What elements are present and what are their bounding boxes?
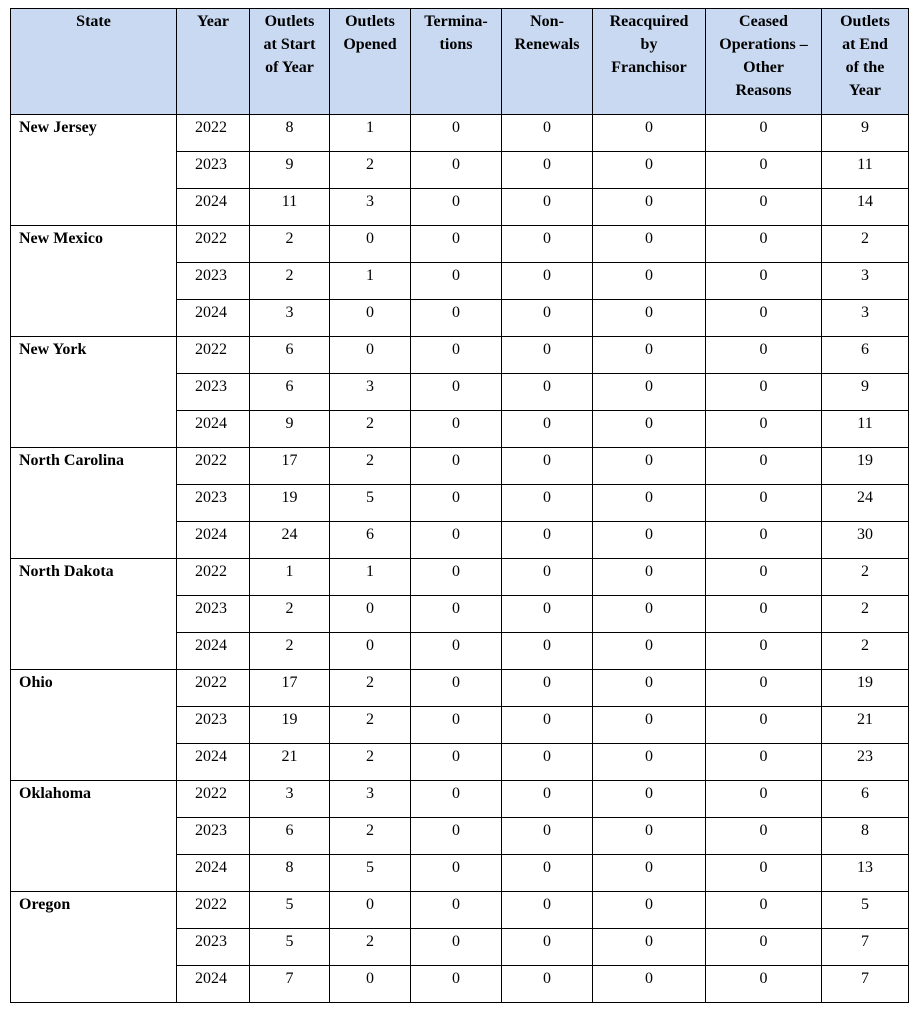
terminations-cell: 0 bbox=[411, 152, 502, 189]
reacquired-cell: 0 bbox=[593, 559, 706, 596]
outlets-end-cell: 14 bbox=[822, 189, 909, 226]
table-row bbox=[11, 337, 909, 374]
ceased-operations-cell: 0 bbox=[706, 966, 822, 1003]
reacquired-cell: 0 bbox=[593, 670, 706, 707]
reacquired-cell: 0 bbox=[593, 707, 706, 744]
outlets-end-cell: 6 bbox=[822, 337, 909, 374]
ceased-operations-cell: 0 bbox=[706, 744, 822, 781]
year-cell: 2023 bbox=[177, 929, 250, 966]
outlets-opened-cell: 1 bbox=[330, 559, 411, 596]
non-renewals-cell: 0 bbox=[502, 966, 593, 1003]
terminations-cell: 0 bbox=[411, 892, 502, 929]
terminations-cell: 0 bbox=[411, 337, 502, 374]
outlets-end-column-header bbox=[822, 9, 909, 115]
outlets-opened-cell: 2 bbox=[330, 411, 411, 448]
non-renewals-cell: 0 bbox=[502, 596, 593, 633]
outlets-start-cell: 24 bbox=[250, 522, 330, 559]
ceased-operations-cell: 0 bbox=[706, 781, 822, 818]
year-cell: 2024 bbox=[177, 744, 250, 781]
outlets-start-cell: 6 bbox=[250, 818, 330, 855]
outlets-end-cell: 3 bbox=[822, 300, 909, 337]
ceased-operations-cell: 0 bbox=[706, 892, 822, 929]
reacquired-cell: 0 bbox=[593, 929, 706, 966]
ceased-operations-cell: 0 bbox=[706, 300, 822, 337]
reacquired-cell: 0 bbox=[593, 337, 706, 374]
table-row bbox=[11, 781, 909, 818]
table-row bbox=[11, 226, 909, 263]
outlets-start-cell: 5 bbox=[250, 892, 330, 929]
non-renewals-cell: 0 bbox=[502, 633, 593, 670]
year-cell: 2022 bbox=[177, 892, 250, 929]
year-cell: 2022 bbox=[177, 781, 250, 818]
outlets-end-cell: 23 bbox=[822, 744, 909, 781]
non-renewals-cell: 0 bbox=[502, 115, 593, 152]
header-line: State bbox=[76, 13, 111, 30]
outlets-end-cell: 2 bbox=[822, 596, 909, 633]
header-line: Outlets bbox=[840, 13, 890, 30]
year-cell: 2024 bbox=[177, 411, 250, 448]
reacquired-column-header bbox=[593, 9, 706, 115]
outlets-opened-cell: 0 bbox=[330, 300, 411, 337]
outlets-opened-cell: 2 bbox=[330, 744, 411, 781]
terminations-cell: 0 bbox=[411, 633, 502, 670]
header-line: at Start bbox=[263, 36, 316, 53]
year-cell: 2022 bbox=[177, 670, 250, 707]
outlets-opened-cell: 2 bbox=[330, 929, 411, 966]
outlets-opened-cell: 3 bbox=[330, 189, 411, 226]
reacquired-cell: 0 bbox=[593, 115, 706, 152]
header-line: Outlets bbox=[345, 13, 395, 30]
outlets-end-cell: 13 bbox=[822, 855, 909, 892]
non-renewals-cell: 0 bbox=[502, 670, 593, 707]
reacquired-cell: 0 bbox=[593, 300, 706, 337]
terminations-cell: 0 bbox=[411, 522, 502, 559]
non-renewals-cell: 0 bbox=[502, 707, 593, 744]
outlets-start-cell: 1 bbox=[250, 559, 330, 596]
header-line: Outlets bbox=[264, 13, 315, 30]
terminations-cell: 0 bbox=[411, 744, 502, 781]
terminations-cell: 0 bbox=[411, 411, 502, 448]
state-name-cell: New Mexico bbox=[11, 226, 177, 337]
ceased-operations-cell: 0 bbox=[706, 670, 822, 707]
ceased-operations-cell: 0 bbox=[706, 448, 822, 485]
non-renewals-cell: 0 bbox=[502, 411, 593, 448]
state-name-cell: New Jersey bbox=[11, 115, 177, 226]
table-row bbox=[11, 115, 909, 152]
year-cell: 2023 bbox=[177, 596, 250, 633]
reacquired-cell: 0 bbox=[593, 226, 706, 263]
outlet-transfers-table bbox=[10, 8, 909, 1003]
ceased-operations-cell: 0 bbox=[706, 633, 822, 670]
non-renewals-cell: 0 bbox=[502, 485, 593, 522]
header-line: of Year bbox=[265, 59, 314, 76]
terminations-cell: 0 bbox=[411, 300, 502, 337]
ceased-operations-cell: 0 bbox=[706, 226, 822, 263]
header-line: by bbox=[640, 36, 658, 53]
outlets-opened-cell: 5 bbox=[330, 855, 411, 892]
year-cell: 2024 bbox=[177, 300, 250, 337]
terminations-cell: 0 bbox=[411, 374, 502, 411]
outlets-start-cell: 19 bbox=[250, 485, 330, 522]
state-name-cell: Oregon bbox=[11, 892, 177, 1003]
header-line: Other bbox=[743, 59, 784, 76]
terminations-cell: 0 bbox=[411, 485, 502, 522]
header-line: Reacquired bbox=[609, 13, 689, 30]
ceased-operations-cell: 0 bbox=[706, 596, 822, 633]
reacquired-cell: 0 bbox=[593, 892, 706, 929]
outlets-opened-cell: 2 bbox=[330, 448, 411, 485]
non-renewals-cell: 0 bbox=[502, 300, 593, 337]
outlets-opened-cell: 2 bbox=[330, 707, 411, 744]
non-renewals-cell: 0 bbox=[502, 818, 593, 855]
outlets-opened-cell: 2 bbox=[330, 152, 411, 189]
terminations-cell: 0 bbox=[411, 929, 502, 966]
year-cell: 2023 bbox=[177, 374, 250, 411]
outlets-opened-cell: 2 bbox=[330, 818, 411, 855]
ceased-operations-cell: 0 bbox=[706, 115, 822, 152]
outlets-end-cell: 6 bbox=[822, 781, 909, 818]
reacquired-cell: 0 bbox=[593, 522, 706, 559]
terminations-cell: 0 bbox=[411, 226, 502, 263]
outlets-opened-cell: 0 bbox=[330, 596, 411, 633]
reacquired-cell: 0 bbox=[593, 485, 706, 522]
non-renewals-cell: 0 bbox=[502, 855, 593, 892]
table-row bbox=[11, 559, 909, 596]
year-cell: 2023 bbox=[177, 707, 250, 744]
terminations-cell: 0 bbox=[411, 263, 502, 300]
outlets-end-cell: 2 bbox=[822, 559, 909, 596]
table-row bbox=[11, 448, 909, 485]
outlets-opened-cell: 2 bbox=[330, 670, 411, 707]
table-row bbox=[11, 670, 909, 707]
ceased-operations-cell: 0 bbox=[706, 374, 822, 411]
outlets-start-cell: 17 bbox=[250, 448, 330, 485]
reacquired-cell: 0 bbox=[593, 633, 706, 670]
table-body bbox=[11, 115, 909, 1003]
ceased-operations-cell: 0 bbox=[706, 522, 822, 559]
outlets-start-cell: 6 bbox=[250, 337, 330, 374]
header-line: Non- bbox=[530, 13, 564, 30]
year-cell: 2022 bbox=[177, 448, 250, 485]
header-line: Ceased bbox=[739, 13, 788, 30]
non-renewals-cell: 0 bbox=[502, 337, 593, 374]
year-cell: 2024 bbox=[177, 633, 250, 670]
non-renewals-cell: 0 bbox=[502, 781, 593, 818]
year-cell: 2023 bbox=[177, 485, 250, 522]
header-line: tions bbox=[439, 36, 473, 53]
ceased-operations-cell: 0 bbox=[706, 337, 822, 374]
terminations-column-header bbox=[411, 9, 502, 115]
outlets-start-cell: 17 bbox=[250, 670, 330, 707]
terminations-cell: 0 bbox=[411, 781, 502, 818]
outlets-end-cell: 19 bbox=[822, 448, 909, 485]
reacquired-cell: 0 bbox=[593, 781, 706, 818]
outlets-end-cell: 19 bbox=[822, 670, 909, 707]
ceased-operations-cell: 0 bbox=[706, 189, 822, 226]
outlets-opened-cell: 1 bbox=[330, 115, 411, 152]
reacquired-cell: 0 bbox=[593, 818, 706, 855]
terminations-cell: 0 bbox=[411, 707, 502, 744]
outlets-opened-column-header bbox=[330, 9, 411, 115]
reacquired-cell: 0 bbox=[593, 596, 706, 633]
header-line: Operations – bbox=[719, 36, 808, 53]
outlets-end-cell: 2 bbox=[822, 633, 909, 670]
outlets-end-cell: 3 bbox=[822, 263, 909, 300]
reacquired-cell: 0 bbox=[593, 744, 706, 781]
outlets-end-cell: 9 bbox=[822, 115, 909, 152]
terminations-cell: 0 bbox=[411, 818, 502, 855]
reacquired-cell: 0 bbox=[593, 448, 706, 485]
outlets-end-cell: 30 bbox=[822, 522, 909, 559]
outlets-opened-cell: 0 bbox=[330, 892, 411, 929]
non-renewals-column-header bbox=[502, 9, 593, 115]
terminations-cell: 0 bbox=[411, 559, 502, 596]
year-cell: 2023 bbox=[177, 263, 250, 300]
ceased-operations-cell: 0 bbox=[706, 559, 822, 596]
outlets-opened-cell: 6 bbox=[330, 522, 411, 559]
non-renewals-cell: 0 bbox=[502, 226, 593, 263]
non-renewals-cell: 0 bbox=[502, 559, 593, 596]
ceased-operations-cell: 0 bbox=[706, 707, 822, 744]
state-column-header bbox=[11, 9, 177, 115]
outlets-opened-cell: 0 bbox=[330, 337, 411, 374]
year-cell: 2022 bbox=[177, 337, 250, 374]
terminations-cell: 0 bbox=[411, 115, 502, 152]
year-cell: 2024 bbox=[177, 855, 250, 892]
non-renewals-cell: 0 bbox=[502, 374, 593, 411]
outlets-start-cell: 5 bbox=[250, 929, 330, 966]
outlets-start-cell: 2 bbox=[250, 596, 330, 633]
year-cell: 2024 bbox=[177, 189, 250, 226]
table-row bbox=[11, 892, 909, 929]
header-line: Year bbox=[849, 82, 881, 99]
header-line: Termina- bbox=[424, 13, 488, 30]
outlets-start-cell: 2 bbox=[250, 263, 330, 300]
ceased-operations-cell: 0 bbox=[706, 855, 822, 892]
reacquired-cell: 0 bbox=[593, 374, 706, 411]
ceased-operations-cell: 0 bbox=[706, 411, 822, 448]
outlets-start-cell: 11 bbox=[250, 189, 330, 226]
outlets-start-cell: 21 bbox=[250, 744, 330, 781]
terminations-cell: 0 bbox=[411, 189, 502, 226]
year-cell: 2022 bbox=[177, 115, 250, 152]
ceased-operations-cell: 0 bbox=[706, 485, 822, 522]
outlets-start-cell: 9 bbox=[250, 411, 330, 448]
header-line: at End bbox=[842, 36, 888, 53]
outlets-start-cell: 8 bbox=[250, 855, 330, 892]
outlets-end-cell: 5 bbox=[822, 892, 909, 929]
reacquired-cell: 0 bbox=[593, 855, 706, 892]
header-line: Opened bbox=[343, 36, 397, 53]
outlets-opened-cell: 3 bbox=[330, 781, 411, 818]
year-cell: 2023 bbox=[177, 818, 250, 855]
outlets-end-cell: 8 bbox=[822, 818, 909, 855]
outlets-opened-cell: 1 bbox=[330, 263, 411, 300]
outlets-start-cell: 3 bbox=[250, 781, 330, 818]
ceased-operations-cell: 0 bbox=[706, 929, 822, 966]
outlets-start-cell: 9 bbox=[250, 152, 330, 189]
outlets-start-cell: 2 bbox=[250, 226, 330, 263]
header-line: Reasons bbox=[735, 82, 792, 99]
outlets-start-cell: 2 bbox=[250, 633, 330, 670]
ceased-operations-cell: 0 bbox=[706, 818, 822, 855]
reacquired-cell: 0 bbox=[593, 966, 706, 1003]
reacquired-cell: 0 bbox=[593, 152, 706, 189]
non-renewals-cell: 0 bbox=[502, 448, 593, 485]
header-row bbox=[11, 9, 909, 115]
terminations-cell: 0 bbox=[411, 448, 502, 485]
outlets-end-cell: 2 bbox=[822, 226, 909, 263]
state-name-cell: North Dakota bbox=[11, 559, 177, 670]
year-cell: 2022 bbox=[177, 559, 250, 596]
header-line: Franchisor bbox=[611, 59, 687, 76]
terminations-cell: 0 bbox=[411, 855, 502, 892]
header-line: Renewals bbox=[514, 36, 580, 53]
year-cell: 2024 bbox=[177, 522, 250, 559]
outlets-start-column-header bbox=[250, 9, 330, 115]
outlets-opened-cell: 3 bbox=[330, 374, 411, 411]
year-cell: 2024 bbox=[177, 966, 250, 1003]
year-cell: 2022 bbox=[177, 226, 250, 263]
header-line: Year bbox=[197, 13, 229, 30]
state-name-cell: Ohio bbox=[11, 670, 177, 781]
outlets-end-cell: 21 bbox=[822, 707, 909, 744]
year-column-header bbox=[177, 9, 250, 115]
outlets-start-cell: 19 bbox=[250, 707, 330, 744]
outlets-start-cell: 8 bbox=[250, 115, 330, 152]
non-renewals-cell: 0 bbox=[502, 929, 593, 966]
non-renewals-cell: 0 bbox=[502, 892, 593, 929]
outlets-opened-cell: 0 bbox=[330, 966, 411, 1003]
state-name-cell: North Carolina bbox=[11, 448, 177, 559]
ceased-operations-cell: 0 bbox=[706, 263, 822, 300]
header-line: of the bbox=[845, 59, 885, 76]
non-renewals-cell: 0 bbox=[502, 152, 593, 189]
non-renewals-cell: 0 bbox=[502, 189, 593, 226]
reacquired-cell: 0 bbox=[593, 189, 706, 226]
ceased-operations-column-header bbox=[706, 9, 822, 115]
terminations-cell: 0 bbox=[411, 966, 502, 1003]
ceased-operations-cell: 0 bbox=[706, 152, 822, 189]
outlets-end-cell: 11 bbox=[822, 411, 909, 448]
non-renewals-cell: 0 bbox=[502, 263, 593, 300]
table-header bbox=[11, 9, 909, 115]
outlets-end-cell: 24 bbox=[822, 485, 909, 522]
terminations-cell: 0 bbox=[411, 670, 502, 707]
non-renewals-cell: 0 bbox=[502, 744, 593, 781]
outlets-opened-cell: 0 bbox=[330, 633, 411, 670]
outlets-start-cell: 7 bbox=[250, 966, 330, 1003]
non-renewals-cell: 0 bbox=[502, 522, 593, 559]
outlets-end-cell: 7 bbox=[822, 929, 909, 966]
outlets-end-cell: 9 bbox=[822, 374, 909, 411]
outlets-end-cell: 7 bbox=[822, 966, 909, 1003]
year-cell: 2023 bbox=[177, 152, 250, 189]
outlets-opened-cell: 5 bbox=[330, 485, 411, 522]
outlets-end-cell: 11 bbox=[822, 152, 909, 189]
state-name-cell: New York bbox=[11, 337, 177, 448]
terminations-cell: 0 bbox=[411, 596, 502, 633]
outlets-opened-cell: 0 bbox=[330, 226, 411, 263]
outlets-start-cell: 3 bbox=[250, 300, 330, 337]
reacquired-cell: 0 bbox=[593, 263, 706, 300]
reacquired-cell: 0 bbox=[593, 411, 706, 448]
outlets-start-cell: 6 bbox=[250, 374, 330, 411]
state-name-cell: Oklahoma bbox=[11, 781, 177, 892]
